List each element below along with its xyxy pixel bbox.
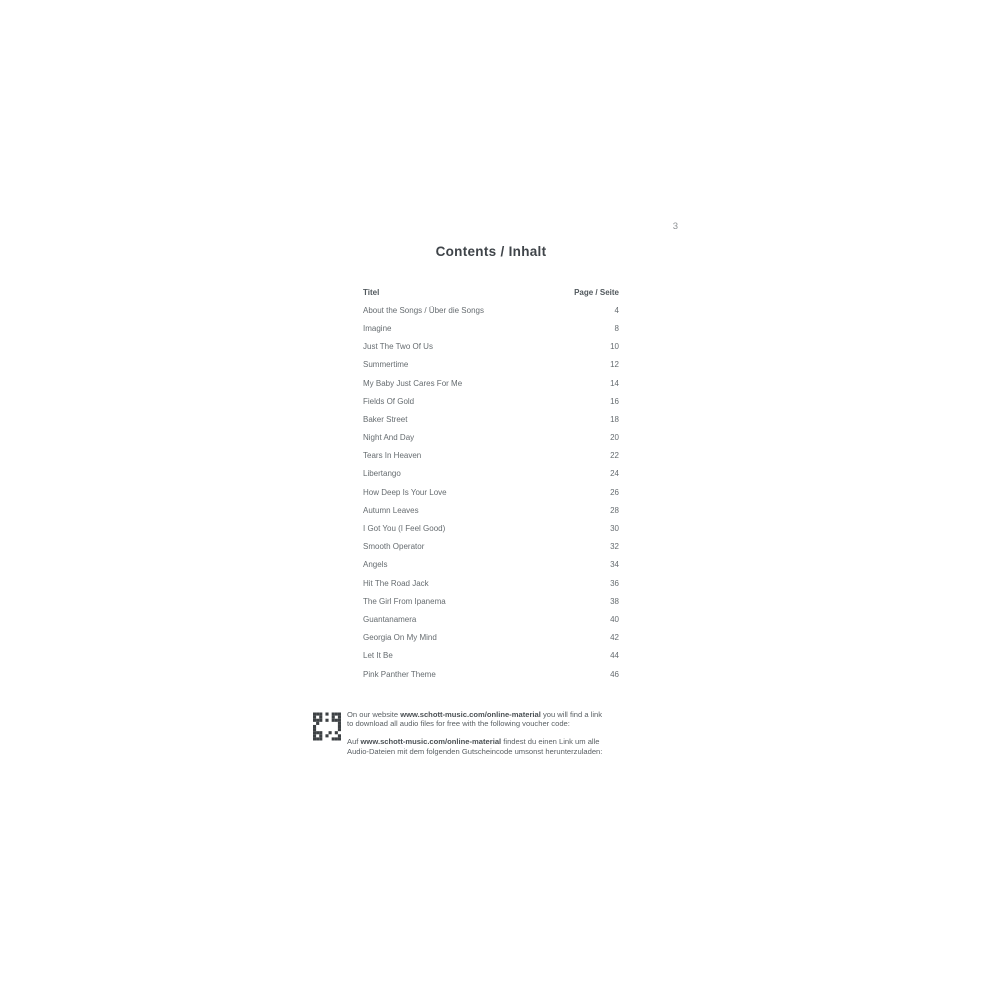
toc-row-page: 4 [614, 305, 619, 315]
footer-german-post: findest du einen Link um alle [501, 737, 600, 747]
toc-row-page: 38 [610, 596, 619, 606]
toc-row [363, 374, 619, 392]
qr-code-icon [313, 711, 341, 742]
toc-row-page: 28 [610, 505, 619, 515]
toc-row-title: How Deep Is Your Love [363, 487, 447, 497]
toc-row-title: Tears In Heaven [363, 451, 422, 461]
toc-row-title: Just The Two Of Us [363, 342, 433, 352]
toc-table [363, 283, 619, 683]
toc-row-page: 8 [614, 323, 619, 333]
toc-row-title: Smooth Operator [363, 542, 425, 552]
toc-rows [363, 301, 619, 683]
toc-row-title: Baker Street [363, 414, 408, 424]
toc-row-title: The Girl From Ipanema [363, 596, 446, 606]
footer-german-pre: Auf [347, 737, 361, 747]
toc-row-title: Autumn Leaves [363, 505, 419, 515]
footer-text [347, 710, 602, 765]
toc-row-page: 30 [610, 524, 619, 534]
toc-row [363, 301, 619, 319]
toc-row-page: 22 [610, 451, 619, 461]
toc-row-title: Let It Be [363, 651, 393, 661]
toc-row-page: 14 [610, 378, 619, 388]
toc-row-title: Pink Panther Theme [363, 669, 436, 679]
toc-row [363, 392, 619, 410]
toc-row [363, 519, 619, 537]
toc-row [363, 465, 619, 483]
toc-row-title: Night And Day [363, 433, 415, 443]
toc-row [363, 592, 619, 610]
footer-english-pre: On our website [347, 710, 401, 719]
toc-row [363, 319, 619, 337]
toc-row-title: Guantanamera [363, 614, 417, 624]
toc-row [363, 356, 619, 374]
toc-row [363, 483, 619, 501]
footer-english-line1 [347, 710, 602, 719]
toc-row [363, 410, 619, 428]
toc-row-title: Libertango [363, 469, 401, 479]
toc-row-title: About the Songs / Über die Songs [363, 305, 484, 315]
toc-row-page: 34 [610, 560, 619, 570]
toc-row-title: Georgia On My Mind [363, 633, 437, 643]
footer-english-line2: to download all audio files for free with the following voucher code: [347, 719, 570, 729]
toc-row-page: 20 [610, 433, 619, 443]
toc-row-title: Imagine [363, 323, 392, 333]
toc-row [363, 629, 619, 647]
toc-header-page: Page / Seite [574, 287, 619, 297]
toc-header-title: Titel [363, 287, 380, 297]
toc-row-page: 26 [610, 487, 619, 497]
footer-text-german [347, 737, 602, 755]
toc-row-page: 44 [610, 651, 619, 661]
toc-row-title: I Got You (I Feel Good) [363, 524, 446, 534]
page-title: Contents / Inhalt [435, 244, 547, 259]
footer-url-german: www.schott-music.com/online-material [360, 737, 502, 747]
toc-row [363, 556, 619, 574]
toc-row-page: 36 [610, 578, 619, 588]
toc-row [363, 429, 619, 447]
footer-english-post: you will find a link [540, 710, 603, 719]
toc-row [363, 447, 619, 465]
toc-row [363, 538, 619, 556]
toc-row-title: Fields Of Gold [363, 396, 415, 406]
toc-row [363, 501, 619, 519]
toc-row-page: 40 [610, 614, 619, 624]
footer-url-english: www.schott-music.com/online-material [400, 710, 541, 719]
toc-header-row [363, 283, 619, 301]
footer-german-line2: Audio-Dateien mit dem folgenden Gutscheincode umsonst herunterzuladen: [347, 746, 603, 756]
toc-row-title: My Baby Just Cares For Me [363, 378, 463, 388]
toc-row-page: 12 [610, 360, 619, 370]
footer-german-line1 [347, 737, 600, 746]
toc-row-page: 16 [610, 396, 619, 406]
toc-row [363, 647, 619, 665]
toc-row [363, 610, 619, 628]
toc-row-page: 32 [610, 542, 619, 552]
toc-row [363, 574, 619, 592]
toc-row [363, 665, 619, 683]
toc-row-title: Summertime [363, 360, 409, 370]
toc-row-page: 42 [610, 633, 619, 643]
toc-row-page: 10 [610, 342, 619, 352]
toc-row [363, 338, 619, 356]
footer-text-english [347, 710, 602, 728]
toc-row-page: 18 [610, 414, 619, 424]
toc-row-page: 24 [610, 469, 619, 479]
toc-row-title: Hit The Road Jack [363, 578, 429, 588]
toc-row-page: 46 [610, 669, 619, 679]
toc-row-title: Angels [363, 560, 388, 570]
page-number: 3 [672, 221, 678, 232]
